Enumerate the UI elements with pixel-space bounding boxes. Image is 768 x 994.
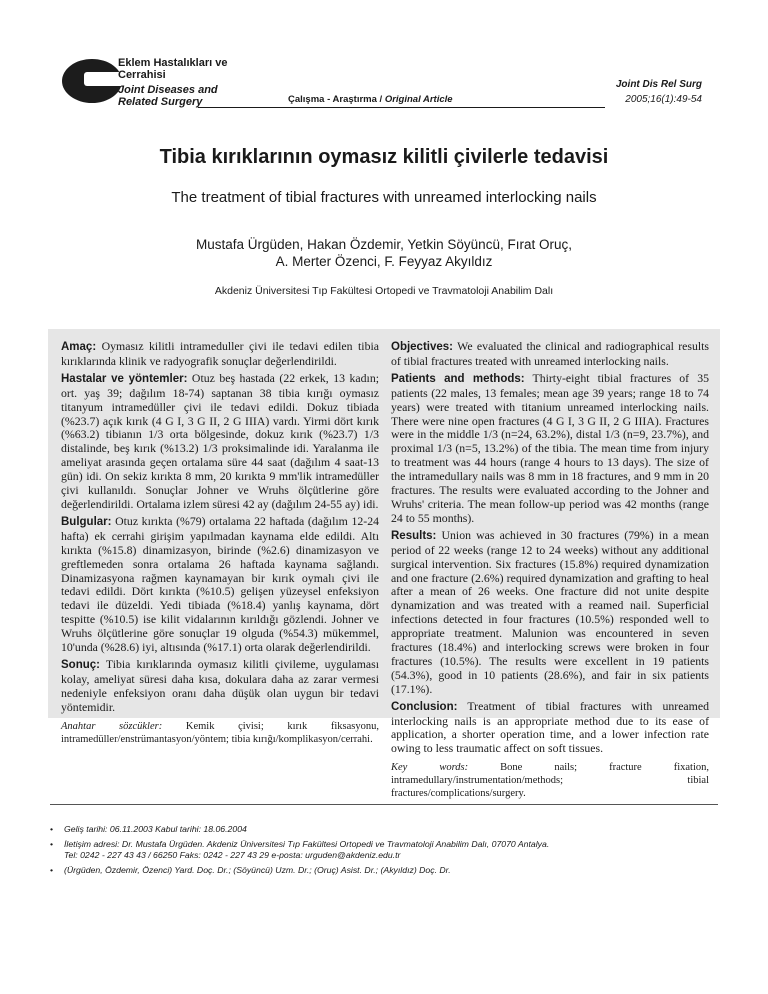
footnote-contact <box>50 839 740 862</box>
article-title-tr: Tibia kırıklarının oymasız kilitli çivilerle tedavisi <box>159 146 609 168</box>
key-words-label: Key words: <box>391 762 469 774</box>
sonuc-text: Tibia kırıklarında oymasız kilitli çivileme, uygulaması kolay, ameliyat süresi daha kısa, dokulara daha az zarar vermesi nedeniyle enfeksiyon oranı daha düşük olan uygun bir tedavi yöntemidir. <box>61 656 379 714</box>
hastalar-label: Hastalar ve yöntemler: <box>61 372 188 385</box>
objectives-label: Objectives: <box>391 341 453 353</box>
section-label <box>286 94 455 105</box>
key-words <box>391 761 709 800</box>
footnote-dates <box>50 824 740 836</box>
abstract-en-patients <box>391 372 709 526</box>
footnote-rule <box>50 804 718 805</box>
bulgular-text: Otuz kırıkta (%79) ortalama 22 haftada (dağılım 12-24 hafta) ek cerrahi girişim yapılmadan kaynama elde edildi. Altı kırıkta (%15.8) dinamizasyon, birinde (%2.6) dinamizasyon ve greftlemeden sonra ortalama 26 haftada kaynama sağlandı. Dinamizasyona rağmen kaynamayan bir kırık oymalı çivi ile tedavi edildi. Dört kırıkta (%10.5) gelişen yüzeysel enfeksiyon tedavi ile düzeldi. Yedi tibiada (%18.4) yanlış kaynama, dört tespitte (%10.5) ise kilit vidalarının kırıldığı gözlendi. Johner ve Wruhs ölçütlerine göre sonuçlar 19 olguda (%54.3) mükemmel, 10'unda (%28.6) iyi, altısında (%17.1) orta olarak değerlendirildi. <box>61 513 379 655</box>
conclusion-text: Treatment of tibial fractures with unreamed interlocking nails is an appropriate method due to its ease of application, a shorter operation time, and a lower infection rate owing to less traumatic affect on soft tissues. <box>391 698 709 756</box>
patients-text: Thirty-eight tibial fractures of 35 patients (22 males, 13 females; mean age 39 years; range 18 to 74 years) were treated with titanium unreamed interlocking nails. There were nine open fractures (4 G I, 3 G II, 2 G IIIA). Fractures were in the middle 1/3 (n=24, 63.2%), distal 1/3 (n=9, 23.7%), and proximal 1/3 (n=5, 13.2%) of the tibia. The mean time from injury to treatment was 44 hours (range 4 hours to 13 days). The size of the intramedullary nails was 8 mm in 18 fractures, and 9 mm in 20 fractures. The results were evaluated according to the Johner and Wruhs' criteria. The mean follow-up period was 42 months (range 24 to 55 months). <box>391 370 709 525</box>
bullet-icon: • <box>50 824 54 834</box>
dates-text: Geliş tarihi: 06.11.2003 Kabul tarihi: 18.06.2004 <box>64 824 247 834</box>
authors-line-2: A. Merter Özenci, F. Feyyaz Akyıldız <box>275 254 493 269</box>
anahtar-text: Kemik çivisi; kırık fiksasyonu, intramedüller/enstrümantasyon/yöntem; tibia kırığı/komplikasyon/cerrahi. <box>61 720 380 745</box>
amac-label: Amaç: <box>61 341 97 353</box>
abstract-tr-hastalar <box>61 372 379 512</box>
results-text: Union was achieved in 30 fractures (79%) in a mean period of 22 weeks (range 12 to 24 weeks) without any additional surgical intervention. Six fractures (15.8%) required dynamization and one fracture (2.6%) required dynamization and grafting to heal after a mean of 26 weeks. One fracture did not unite despite dynamization and was treated with a reamed nail. Superficial infections detected in four fractures (10.5%) responded well to appropriate treatment. Malunion was encountered in seven fractures (18.4%) and interlocking screws were broken in four fractures (10.5%). The results were excellent in 19 patients (54.3%), good in 10 patients (28.6%), and fair in six patients (17.1%). <box>391 527 709 696</box>
authors <box>0 236 768 270</box>
abstract-en <box>391 340 709 803</box>
footnotes <box>50 824 740 879</box>
bulgular-label: Bulgular: <box>61 515 112 528</box>
objectives-text: We evaluated the clinical and radiographical results of tibial fractures treated with unreamed interlocking nails. <box>391 339 709 368</box>
results-label: Results: <box>391 529 437 542</box>
abstract-tr-bulgular <box>61 515 379 655</box>
footnote-titles <box>50 865 740 877</box>
key-words-text: Bone nails; fracture fixation, intramedullary/instrumentation/methods; tibial fractures/complications/surgery. <box>391 762 710 800</box>
anahtar-sozcukler <box>61 720 379 746</box>
abstract-tr-sonuc <box>61 658 379 715</box>
affiliation: Akdeniz Üniversitesi Tıp Fakültesi Ortopedi ve Travmatoloji Anabilim Dalı <box>214 285 554 297</box>
journal-name-tr: Eklem Hastalıkları ve Cerrahisi <box>118 57 228 81</box>
hastalar-text: Otuz beş hastada (22 erkek, 13 kadın; ort. yaş 39; dağılım 18-74) saptanan 38 tibia kırığı oymasız titanyum intramedüller çivi ile tedavi edildi. Dokuz tibiada (%23.7) açık kırık (4 G I, 3 G II, 2 G IIIA) vardı. Yirmi dört kırık (%63.2) tibianın 1/3 orta bölgesinde, dokuz kırık (%23.7) 1/3 distalinde, beş kırık (%13.2) 1/3 proksimalinde idi. Yaralanma ile ameliyat arasında geçen ortalama süre 44 saat (dağılım 4 saat-13 gün) idi. On sekiz kırıkta 8 mm, 20 kırıkta 9 mm'lik intramedüller çivi kullanıldı. Sonuçlar Johner ve Wruhs ölçütlerine göre değerlendirildi. Ortalama izlem süresi 42 ay (dağılım 24-55 ay) idi. <box>61 370 379 511</box>
section-label-tr: Çalışma - Araştırma <box>288 94 377 105</box>
amac-text: Oymasız kilitli intrameduller çivi ile tedavi edilen tibia kırıklarında klinik ve radyografik sonuçlar değerlendirildi. <box>61 339 379 368</box>
abstract-tr-amac <box>61 340 379 369</box>
contact-line-2: Tel: 0242 - 227 43 43 / 66250 Faks: 0242 - 227 43 29 e-posta: urguden@akdeniz.edu.tr <box>64 850 401 860</box>
authors-line-1: Mustafa Ürgüden, Hakan Özdemir, Yetkin Söyüncü, Fırat Oruç, <box>196 237 572 252</box>
section-label-sep: / <box>379 94 383 105</box>
citation: 2005;16(1):49-54 <box>625 94 702 105</box>
journal-name-en: Joint Diseases and Related Surgery <box>118 84 218 108</box>
section-label-en: Original Article <box>384 94 453 105</box>
conclusion-label: Conclusion: <box>391 700 458 713</box>
titles-text: (Ürgüden, Özdemir, Özenci) Yard. Doç. Dr.; (Söyüncü) Uzm. Dr.; (Oruç) Asist. Dr.; (Akyıldız) Doç. Dr. <box>64 864 451 875</box>
abstract-en-objectives <box>391 340 709 369</box>
bullet-icon: • <box>50 864 54 875</box>
header-rule <box>198 107 605 108</box>
abstract-tr <box>61 340 379 749</box>
sonuc-label: Sonuç: <box>61 658 100 671</box>
article-title-en: The treatment of tibial fractures with unreamed interlocking nails <box>171 189 597 206</box>
contact-line-1: İletişim adresi: Dr. Mustafa Ürgüden. Akdeniz Üniversitesi Tıp Fakültesi Ortopedi ve Travmatoloji Anabilim Dalı, 07070 Antalya. <box>64 838 550 849</box>
anahtar-label: Anahtar sözcükler: <box>61 720 163 732</box>
patients-label: Patients and methods: <box>391 372 525 385</box>
bullet-icon: • <box>50 838 54 849</box>
abstract-en-results <box>391 529 709 697</box>
abstract-en-conclusion <box>391 700 709 757</box>
journal-abbreviation: Joint Dis Rel Surg <box>615 79 702 90</box>
